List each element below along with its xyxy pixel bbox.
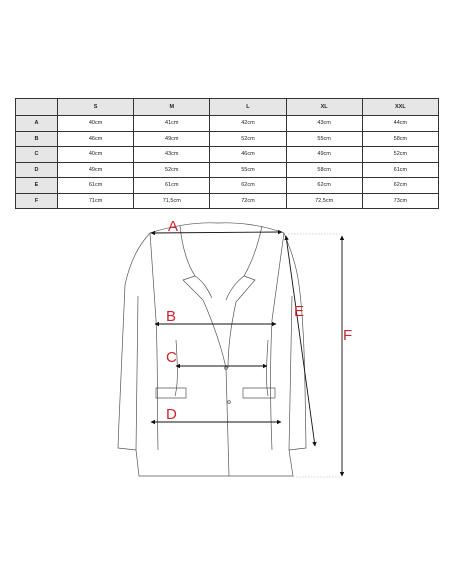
table-cell: 62cm (210, 178, 286, 194)
table-cell: 62cm (362, 178, 438, 194)
row-label: C (16, 147, 58, 163)
row-label: B (16, 131, 58, 147)
table-cell: 72,5cm (286, 193, 362, 209)
size-header: XL (286, 99, 362, 116)
blazer-measurement-diagram (0, 210, 452, 500)
table-cell: 40cm (58, 147, 134, 163)
label-f: F (343, 327, 353, 344)
table-row (16, 116, 439, 132)
table-cell: 61cm (134, 178, 210, 194)
row-label: E (16, 178, 58, 194)
table-row (16, 131, 439, 147)
table-header-row (16, 99, 439, 116)
table-cell: 43cm (286, 116, 362, 132)
table-cell: 52cm (134, 162, 210, 178)
table-cell: 71cm (58, 193, 134, 209)
size-header: M (134, 99, 210, 116)
size-header: L (210, 99, 286, 116)
label-c: C (166, 349, 177, 366)
table-cell: 62cm (286, 178, 362, 194)
table-cell: 49cm (58, 162, 134, 178)
table-cell: 40cm (58, 116, 134, 132)
label-d: D (166, 406, 177, 423)
table-cell: 49cm (134, 131, 210, 147)
table-cell: 44cm (362, 116, 438, 132)
table-cell: 72cm (210, 193, 286, 209)
table-cell: 55cm (286, 131, 362, 147)
table-cell: 61cm (362, 162, 438, 178)
table-cell: 46cm (210, 147, 286, 163)
table-cell: 46cm (58, 131, 134, 147)
blazer-outline (118, 223, 306, 476)
row-label: A (16, 116, 58, 132)
size-header: S (58, 99, 134, 116)
table-cell: 52cm (362, 147, 438, 163)
label-a: A (168, 218, 179, 235)
table-cell: 42cm (210, 116, 286, 132)
table-row (16, 162, 439, 178)
size-chart-table (15, 98, 439, 209)
table-cell: 41cm (134, 116, 210, 132)
label-e: E (294, 303, 305, 320)
table-cell: 58cm (362, 131, 438, 147)
table-cell: 43cm (134, 147, 210, 163)
table-cell: 55cm (210, 162, 286, 178)
label-b: B (166, 308, 177, 325)
table-row (16, 147, 439, 163)
table-row (16, 193, 439, 209)
table-corner-cell (16, 99, 58, 116)
table-cell: 71,5cm (134, 193, 210, 209)
table-row (16, 178, 439, 194)
table-cell: 73cm (362, 193, 438, 209)
measure-line-e (286, 236, 315, 446)
measurement-lines (151, 232, 342, 476)
row-label: D (16, 162, 58, 178)
table-cell: 49cm (286, 147, 362, 163)
size-header: XXL (362, 99, 438, 116)
row-label: F (16, 193, 58, 209)
table-cell: 61cm (58, 178, 134, 194)
table-cell: 58cm (286, 162, 362, 178)
measurement-labels (166, 218, 352, 423)
table-cell: 52cm (210, 131, 286, 147)
